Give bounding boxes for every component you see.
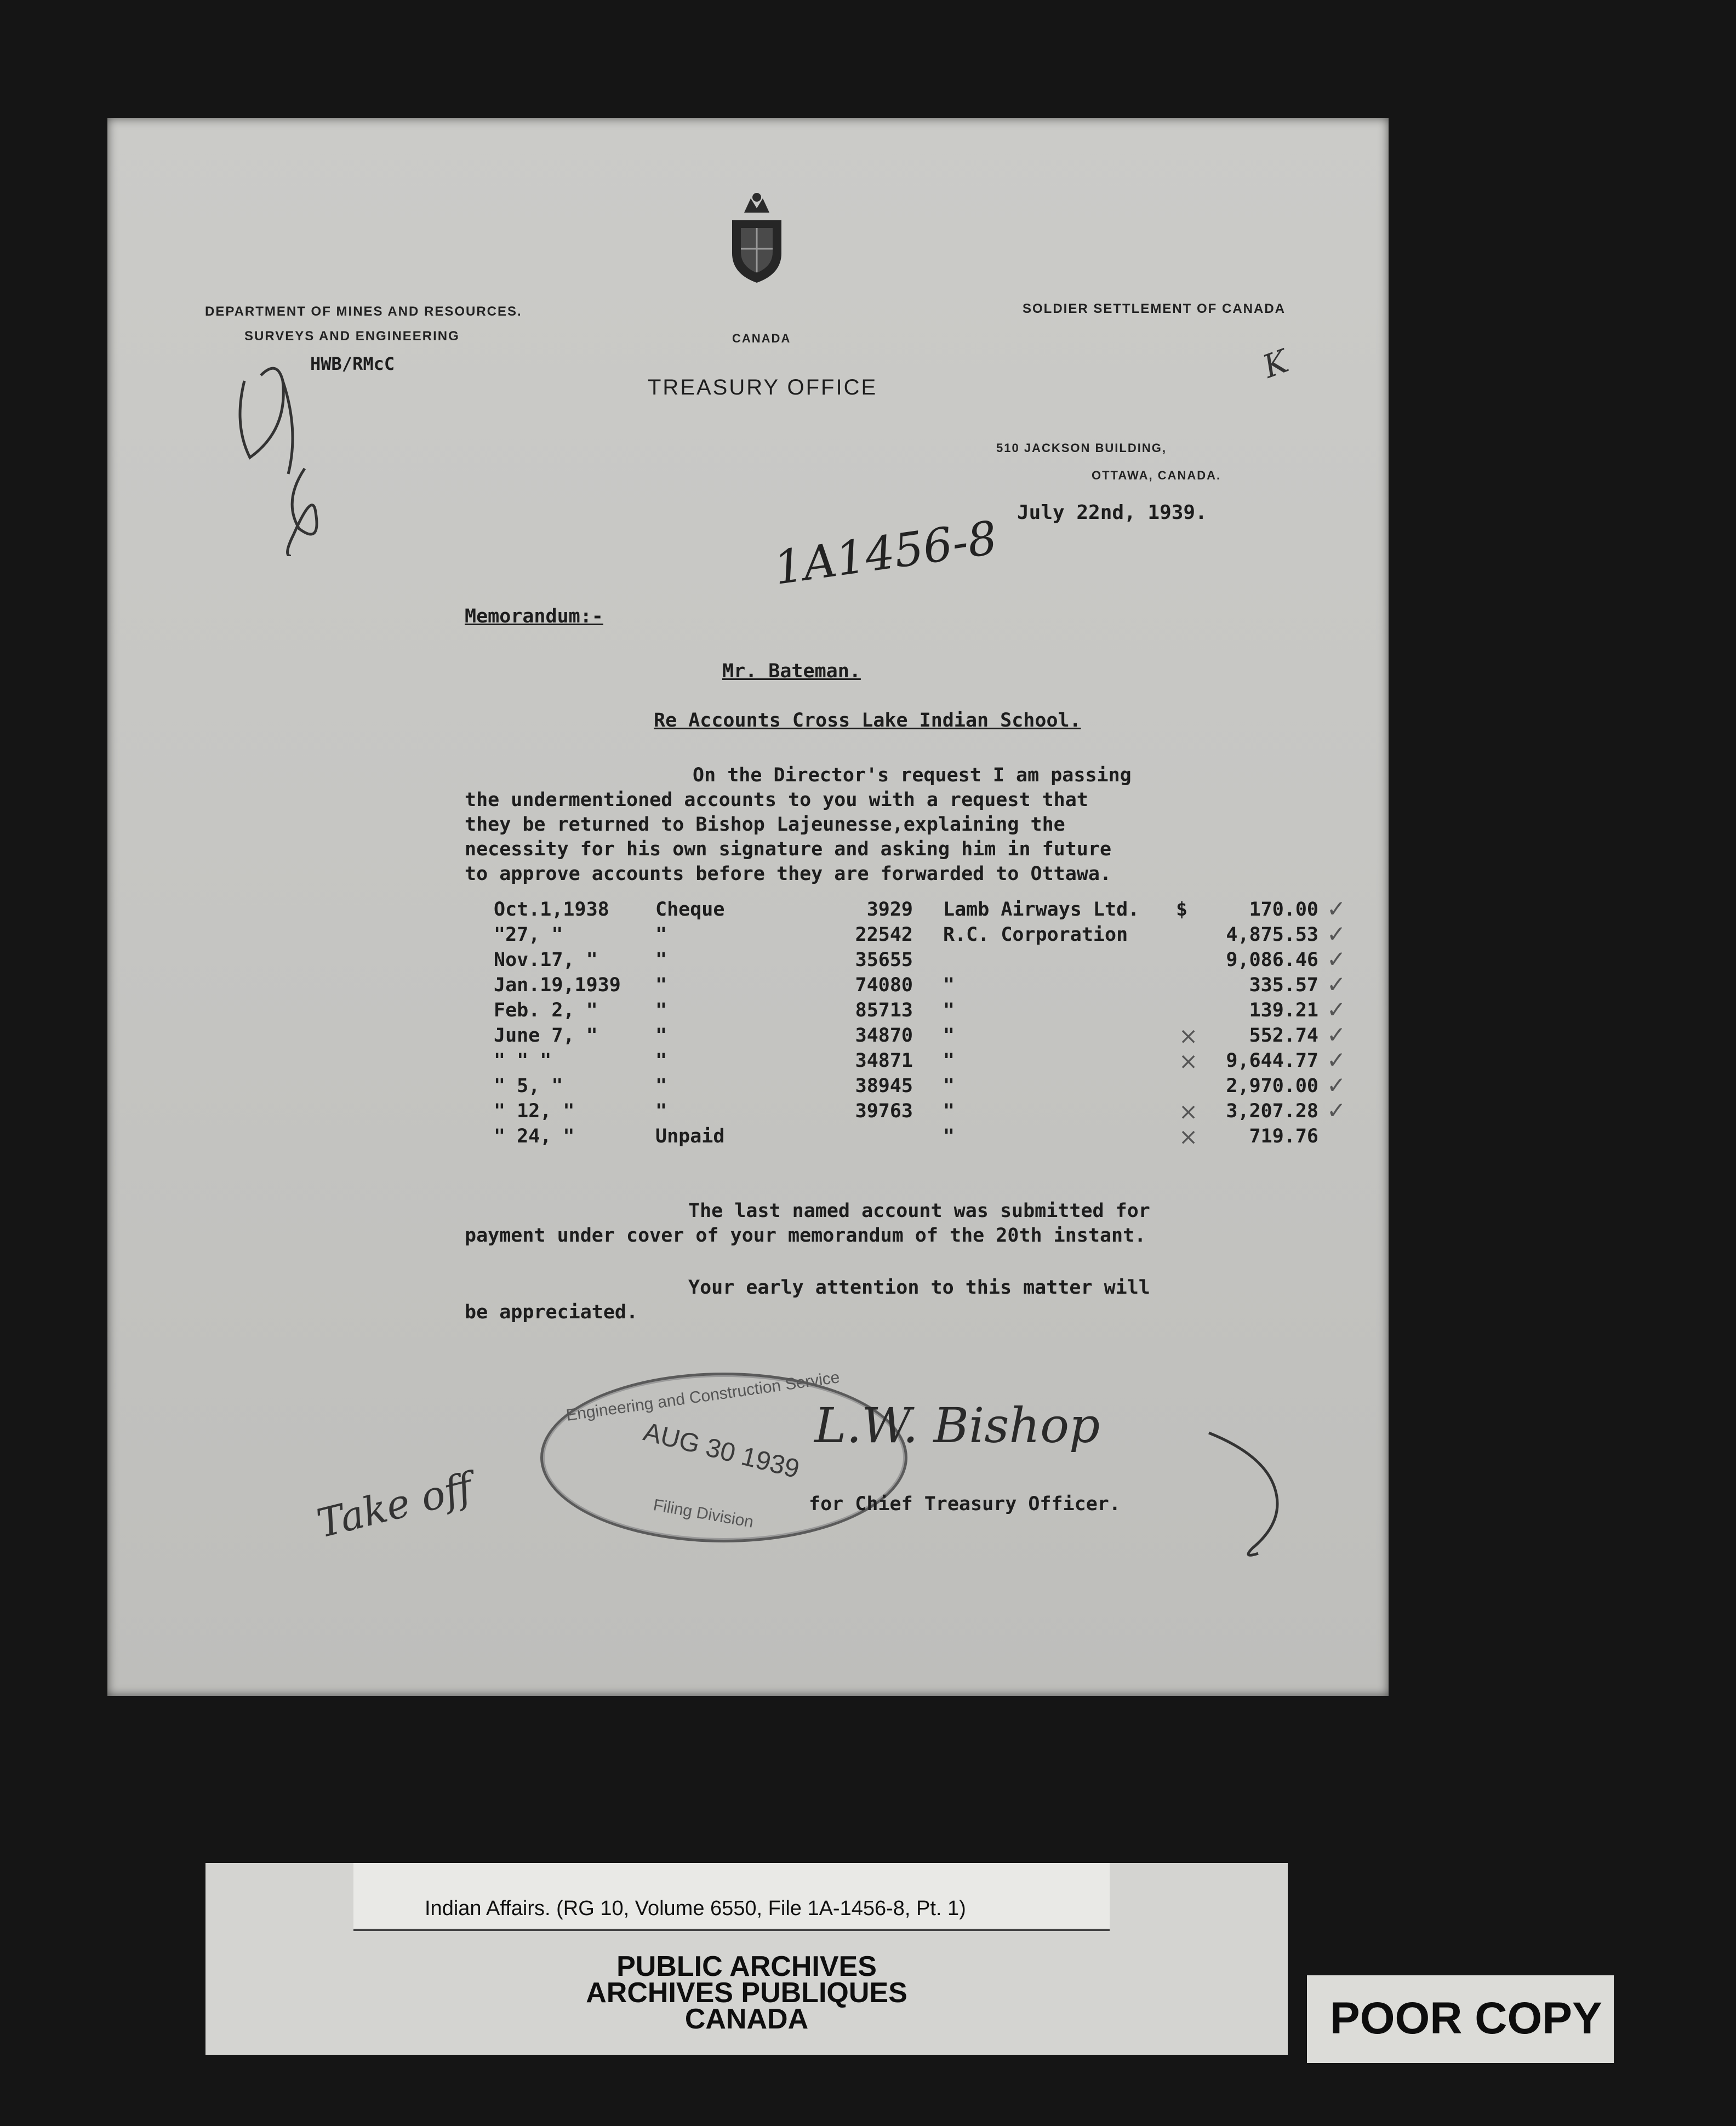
- handwritten-signature: L.W. Bishop: [814, 1397, 1100, 1454]
- closing-line-3: Your early attention to this matter will: [688, 1277, 1150, 1299]
- account-number: 85713: [855, 999, 913, 1021]
- account-type: ": [655, 924, 667, 946]
- account-type: ": [655, 1025, 667, 1047]
- addressee: Mr. Bateman.: [722, 660, 861, 682]
- body-line-1: On the Director's request I am passing: [693, 764, 1132, 786]
- citation-strip: [353, 1863, 1110, 1931]
- body-line-2: the undermentioned accounts to you with a request that: [465, 789, 1088, 811]
- account-amount: 3,207.28: [1226, 1100, 1318, 1122]
- check-mark-icon: ✓: [1327, 895, 1346, 922]
- table-row: [107, 895, 1389, 924]
- account-payee: Lamb Airways Ltd.: [943, 899, 1140, 921]
- handwritten-initials: [222, 348, 354, 556]
- account-number: 38945: [855, 1075, 913, 1097]
- signature-flourish: [1198, 1422, 1297, 1564]
- reference-initials: HWB/RMcC: [310, 353, 395, 374]
- canada-crest: [722, 192, 791, 285]
- table-row: [107, 946, 1389, 974]
- account-date: "27, ": [494, 924, 563, 946]
- subject-line: Re Accounts Cross Lake Indian School.: [654, 710, 1081, 731]
- letter-date: July 22nd, 1939.: [1017, 501, 1207, 524]
- x-mark-icon: ×: [1179, 1022, 1198, 1049]
- poor-copy-card: [1307, 1975, 1614, 2063]
- handwritten-file-number: 1A1456-8: [770, 510, 1001, 596]
- account-date: June 7, ": [494, 1025, 598, 1047]
- account-payee: R.C. Corporation: [943, 924, 1128, 946]
- account-amount: 552.74: [1249, 1025, 1318, 1047]
- branch-line: SURVEYS AND ENGINEERING: [244, 329, 460, 344]
- account-payee: ": [943, 1050, 955, 1072]
- margin-note: Take off: [312, 1464, 477, 1547]
- stamp-date: AUG 30 1939: [640, 1417, 802, 1484]
- archive-line-1: PUBLIC ARCHIVES: [616, 1951, 877, 1982]
- address-line-1: 510 JACKSON BUILDING,: [996, 441, 1167, 455]
- closing-line-4: be appreciated.: [465, 1301, 638, 1323]
- check-mark-icon: ✓: [1327, 921, 1346, 947]
- account-date: " 24, ": [494, 1125, 575, 1147]
- account-date: Feb. 2, ": [494, 999, 598, 1021]
- check-mark-icon: ✓: [1327, 996, 1346, 1023]
- archive-label: [205, 1863, 1288, 2055]
- document-page: [107, 118, 1389, 1696]
- stamp-top-text: Engineering and Construction Service: [565, 1368, 841, 1425]
- account-type: Cheque: [655, 899, 725, 921]
- table-row: [107, 1097, 1389, 1125]
- account-amount: 335.57: [1249, 974, 1318, 996]
- account-number: 74080: [855, 974, 913, 996]
- account-type: ": [655, 999, 667, 1021]
- check-mark-icon: ✓: [1327, 946, 1346, 973]
- account-date: Nov.17, ": [494, 949, 598, 971]
- account-date: " " ": [494, 1050, 552, 1072]
- table-row: [107, 921, 1389, 949]
- department-line: DEPARTMENT OF MINES AND RESOURCES.: [205, 304, 522, 319]
- account-type: ": [655, 949, 667, 971]
- account-type: Unpaid: [655, 1125, 725, 1147]
- account-date: Jan.19,1939: [494, 974, 621, 996]
- check-mark-icon: ✓: [1327, 971, 1346, 998]
- crest-caption: CANADA: [732, 332, 791, 345]
- account-amount: 2,970.00: [1226, 1075, 1318, 1097]
- table-row: [107, 1072, 1389, 1100]
- account-number: 34871: [855, 1050, 913, 1072]
- account-date: " 12, ": [494, 1100, 575, 1122]
- account-payee: ": [943, 1075, 955, 1097]
- table-row: [107, 1125, 1389, 1151]
- account-type: ": [655, 974, 667, 996]
- check-mark-icon: ✓: [1327, 1047, 1346, 1073]
- soldier-settlement-line: SOLDIER SETTLEMENT OF CANADA: [1023, 301, 1286, 316]
- account-date: Oct.1,1938: [494, 899, 609, 921]
- account-amount: 9,086.46: [1226, 949, 1318, 971]
- account-number: 39763: [855, 1100, 913, 1122]
- body-line-3: they be returned to Bishop Lajeunesse,explaining the: [465, 814, 1065, 836]
- archive-line-2: ARCHIVES PUBLIQUES: [586, 1977, 907, 2009]
- account-currency: $: [1176, 899, 1188, 921]
- account-payee: ": [943, 1100, 955, 1122]
- account-payee: ": [943, 1125, 955, 1147]
- check-mark-icon: ✓: [1327, 1021, 1346, 1048]
- account-number: 34870: [855, 1025, 913, 1047]
- check-mark-icon: ✓: [1327, 1097, 1346, 1124]
- stamp-bottom-text: Filing Division: [652, 1496, 755, 1531]
- treasury-office-heading: TREASURY OFFICE: [648, 375, 878, 399]
- archive-line-3: CANADA: [684, 2003, 809, 2035]
- x-mark-icon: ×: [1179, 1123, 1198, 1150]
- table-row: [107, 971, 1389, 999]
- table-row: [107, 996, 1389, 1025]
- account-payee: ": [943, 999, 955, 1021]
- x-mark-icon: ×: [1179, 1048, 1198, 1075]
- account-number: 3929: [866, 899, 913, 921]
- closing-line-1: The last named account was submitted for: [688, 1200, 1150, 1222]
- account-type: ": [655, 1050, 667, 1072]
- account-amount: 4,875.53: [1226, 924, 1318, 946]
- account-amount: 9,644.77: [1226, 1050, 1318, 1072]
- account-date: " 5, ": [494, 1075, 563, 1097]
- x-mark-icon: ×: [1179, 1098, 1198, 1125]
- archive-citation: Indian Affairs. (RG 10, Volume 6550, File 1A-1456-8, Pt. 1): [425, 1897, 966, 1920]
- address-line-2: OTTAWA, CANADA.: [1092, 468, 1221, 482]
- account-amount: 719.76: [1249, 1125, 1318, 1147]
- poor-copy-label: POOR COPY: [1330, 1993, 1602, 2043]
- account-type: ": [655, 1075, 667, 1097]
- body-line-5: to approve accounts before they are forwarded to Ottawa.: [465, 863, 1112, 885]
- table-row: [107, 1047, 1389, 1075]
- account-number: 35655: [855, 949, 913, 971]
- account-payee: ": [943, 1025, 955, 1047]
- account-type: ": [655, 1100, 667, 1122]
- table-row: [107, 1021, 1389, 1050]
- account-amount: 170.00: [1249, 899, 1318, 921]
- account-payee: ": [943, 974, 955, 996]
- check-mark-icon: ✓: [1327, 1072, 1346, 1099]
- body-line-4: necessity for his own signature and asking him in future: [465, 838, 1112, 860]
- signature-title: for Chief Treasury Officer.: [809, 1493, 1121, 1515]
- account-amount: 139.21: [1249, 999, 1318, 1021]
- corner-mark: K: [1258, 342, 1293, 386]
- closing-line-2: payment under cover of your memorandum of the 20th instant.: [465, 1225, 1146, 1247]
- memo-heading: Memorandum:-: [465, 605, 603, 627]
- account-number: 22542: [855, 924, 913, 946]
